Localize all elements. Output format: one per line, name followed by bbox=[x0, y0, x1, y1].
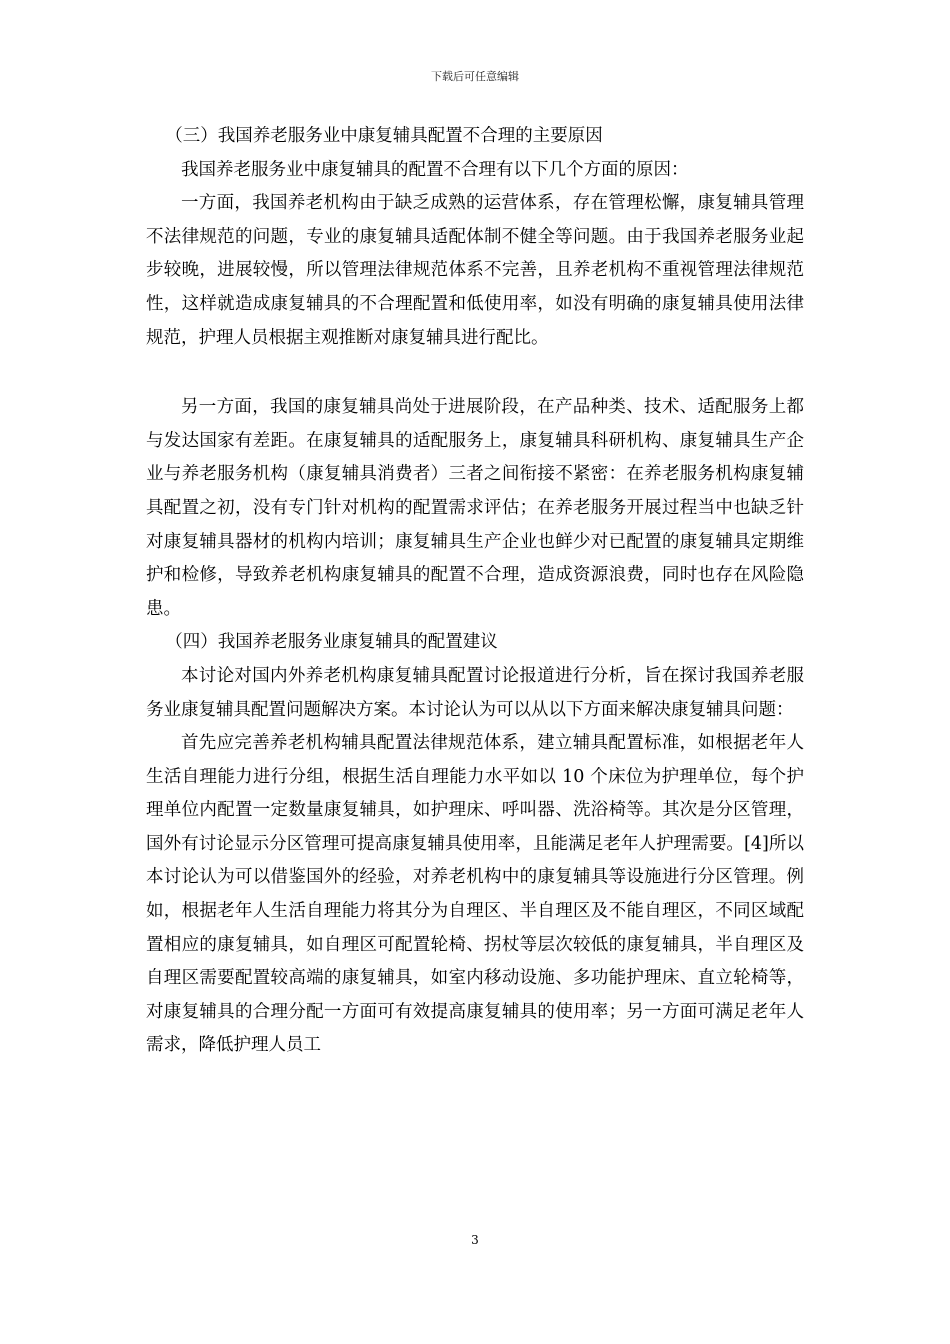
page-number: 3 bbox=[471, 1233, 479, 1247]
paragraph-gap bbox=[146, 355, 804, 391]
paragraph: 本讨论对国内外养老机构康复辅具配置讨论报道进行分析，旨在探讨我国养老服务业康复辅具配置问题解决方案。本讨论认为可以从以下方面来解决康复辅具问题： bbox=[146, 665, 804, 720]
section-heading-4: （四）我国养老服务业康复辅具的配置建议 bbox=[165, 632, 498, 653]
paragraph: 另一方面，我国的康复辅具尚处于进展阶段，在产品种类、技术、适配服务上都与发达国家有差距。在康复辅具的适配服务上，康复辅具科研机构、康复辅具生产企业与养老服务机构（康复辅具消费者）三者之间衔接不紧密：在养老服务机构康复辅具配置之初，没有专门针对机构的配置需求评估；在养老服务开展过程当中也缺乏针对康复辅具器材的机构内培训；康复辅具生产企业也鲜少对已配置的康复辅具定期维护和检修，导致养老机构康复辅具的配置不合理，造成资源浪费，同时也存在风险隐患。 bbox=[146, 397, 804, 619]
document-body bbox=[146, 120, 804, 1063]
paragraph: 我国养老服务业中康复辅具的配置不合理有以下几个方面的原因： bbox=[181, 159, 689, 180]
section-heading-3: （三）我国养老服务业中康复辅具配置不合理的主要原因 bbox=[165, 126, 603, 146]
paragraph: 首先应完善养老机构辅具配置法律规范体系，建立辅具配置标准，如根据老年人生活自理能力进行分组，根据生活自理能力水平如以 10 个床位为护理单位，每个护理单位内配置一定数量康复辅具，如护理床、呼叫器、洗浴椅等。其次是分区管理，国外有讨论显示分区管理可提高康复辅具使用率，且能满足老年人护理需要。[4]所以本讨论认为可以借鉴国外的经验，对养老机构中的康复辅具等设施进行分区管理。例如，根据老年人生活自理能力将其分为自理区、半自理区及不能自理区，不同区域配置相应的康复辅具，如自理区可配置轮椅、拐杖等层次较低的康复辅具，半自理区及自理区需要配置较高端的康复辅具，如室内移动设施、多功能护理床、直立轮椅等，对康复辅具的合理分配一方面可有效提高康复辅具的使用率；另一方面可满足老年人需求，降低护理人员工 bbox=[146, 733, 804, 1056]
page-header: 下载后可任意编辑 bbox=[431, 70, 519, 83]
paragraph: 一方面，我国养老机构由于缺乏成熟的运营体系，存在管理松懈，康复辅具管理不法律规范的问题，专业的康复辅具适配体制不健全等问题。由于我国养老服务业起步较晚，进展较慢，所以管理法律规范体系不完善，且养老机构不重视管理法律规范性，这样就造成康复辅具的不合理配置和低使用率，如没有明确的康复辅具使用法律规范，护理人员根据主观推断对康复辅具进行配比。 bbox=[146, 193, 804, 348]
